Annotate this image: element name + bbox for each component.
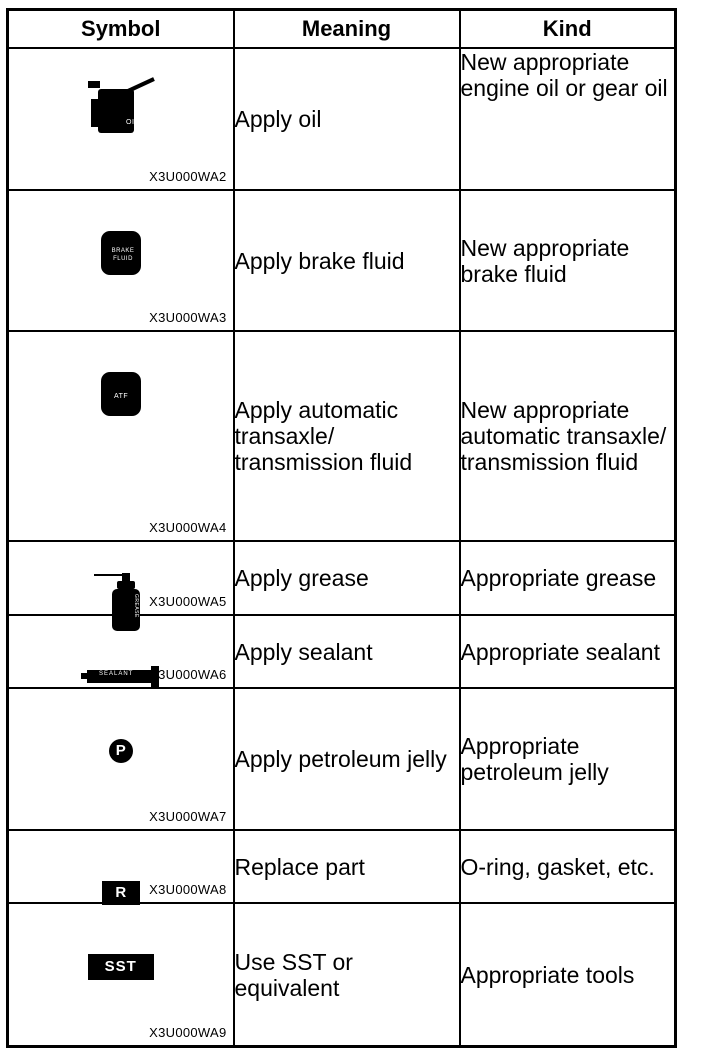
brake-fluid-icon-label: BRAKE FLUID <box>111 247 135 262</box>
replace-part-icon: R <box>102 881 140 905</box>
meaning-cell: Apply petroleum jelly <box>234 688 460 830</box>
symbol-code: X3U000WA4 <box>149 520 227 536</box>
kind-cell: Appropriate grease <box>460 541 676 614</box>
oil-icon-label: OIL <box>126 119 139 126</box>
symbol-code: X3U000WA2 <box>149 168 227 184</box>
header-row <box>8 10 676 49</box>
symbol-code: X3U000WA8 <box>149 882 227 898</box>
meaning-cell: Replace part <box>234 830 460 903</box>
table-row <box>8 48 676 190</box>
symbol-cell <box>8 190 234 332</box>
meaning-cell: Apply sealant <box>234 615 460 688</box>
meaning-cell: Use SST or equivalent <box>234 903 460 1046</box>
sst-icon: SST <box>88 954 154 980</box>
header-kind: Kind <box>460 10 676 49</box>
meaning-cell: Apply grease <box>234 541 460 614</box>
kind-cell: Appropriate tools <box>460 903 676 1046</box>
header-symbol: Symbol <box>8 10 234 49</box>
symbol-legend-table <box>6 8 677 1048</box>
oil-can-icon <box>86 77 156 137</box>
meaning-cell: Apply brake fluid <box>234 190 460 332</box>
meaning-cell: Apply automatic transaxle/ transmission fluid <box>234 331 460 541</box>
table-row <box>8 615 676 688</box>
symbol-code: X3U000WA3 <box>149 310 227 326</box>
meaning-cell: Apply oil <box>234 48 460 190</box>
kind-cell: New appropriate brake fluid <box>460 190 676 332</box>
symbol-cell <box>8 331 234 541</box>
symbol-cell <box>8 48 234 190</box>
symbol-cell <box>8 541 234 619</box>
grease-icon-label: GREASE <box>133 594 139 619</box>
symbol-cell <box>8 830 234 903</box>
kind-cell: O-ring, gasket, etc. <box>460 830 676 903</box>
table-row <box>8 903 676 1046</box>
symbol-cell <box>8 688 234 830</box>
table-row <box>8 190 676 332</box>
table-row <box>8 331 676 541</box>
kind-cell: Appropriate sealant <box>460 615 676 688</box>
kind-cell: New appropriate automatic transaxle/ transmission fluid <box>460 331 676 541</box>
header-meaning: Meaning <box>234 10 460 49</box>
symbol-code: X3U000WA9 <box>149 1025 227 1040</box>
symbol-code: X3U000WA7 <box>149 808 227 824</box>
table-row <box>8 688 676 830</box>
table-row <box>8 541 676 614</box>
sealant-icon-label: SEALANT <box>99 670 134 677</box>
symbol-cell <box>8 615 234 688</box>
table-row <box>8 830 676 903</box>
symbol-code: X3U000WA6 <box>149 667 227 683</box>
kind-cell: Appropriate petroleum jelly <box>460 688 676 830</box>
petroleum-jelly-icon: P <box>109 739 133 763</box>
symbol-cell <box>8 903 234 1046</box>
atf-icon-label: ATF <box>114 393 129 401</box>
kind-cell: New appropriate engine oil or gear oil <box>460 48 676 190</box>
symbol-code: X3U000WA5 <box>149 593 227 609</box>
